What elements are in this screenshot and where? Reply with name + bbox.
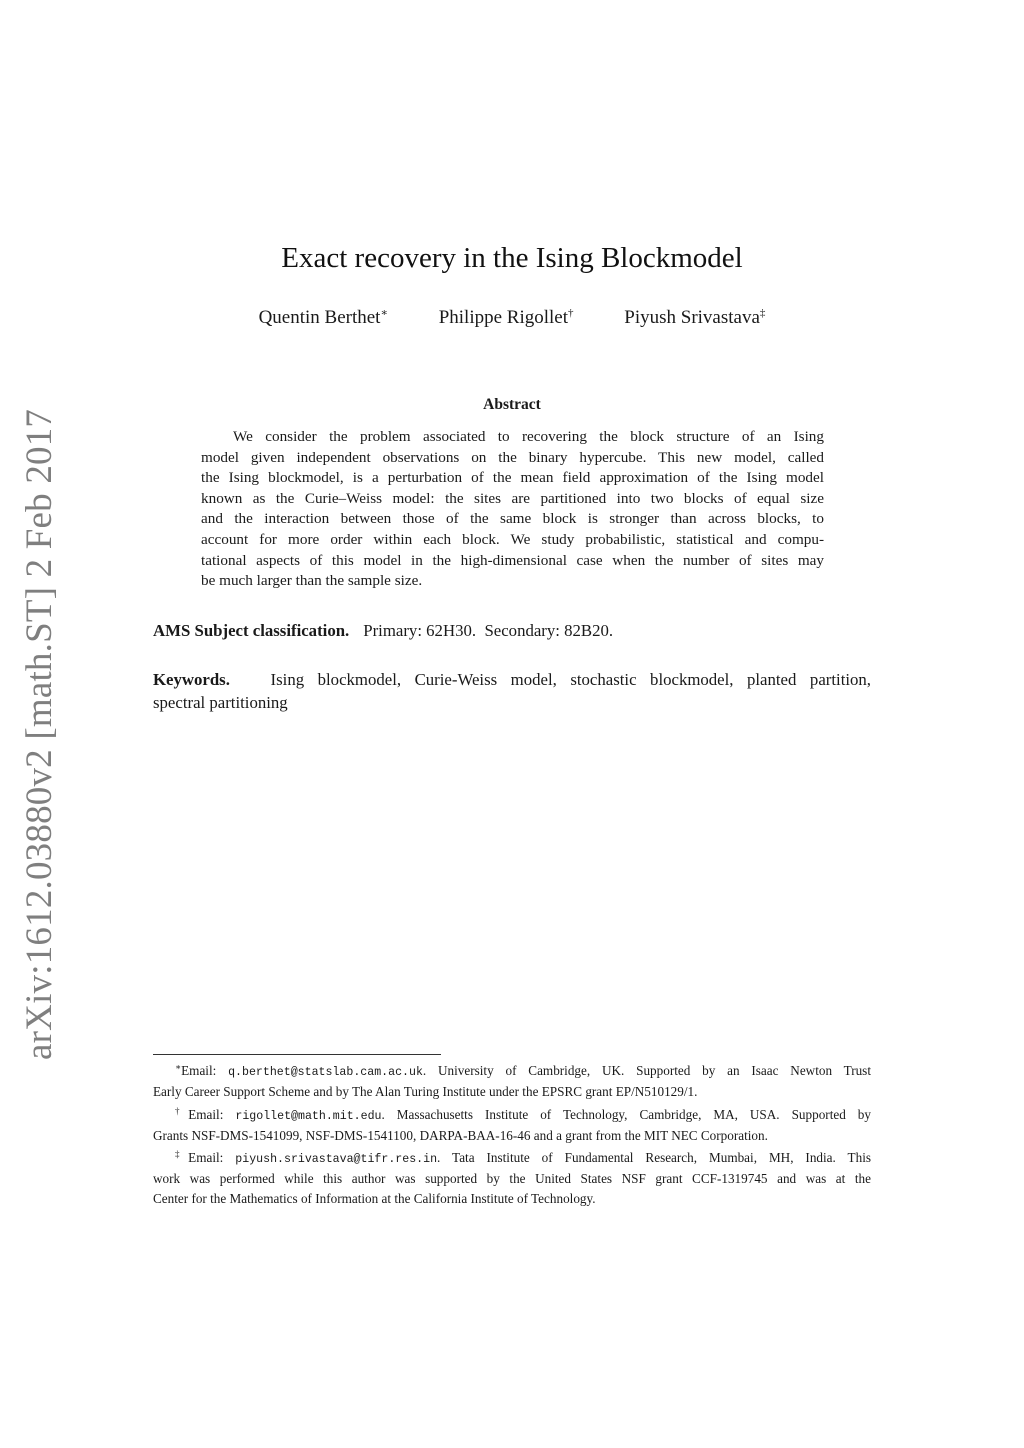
- footnote-mark: ∗: [175, 1062, 182, 1072]
- footnote-mark: †: [175, 1105, 189, 1116]
- footnote-line: ‡Email: piyush.srivastava@tifr.res.in. Tata Institute of Fundamental Research, Mumbai, MH, India. This: [175, 1149, 871, 1167]
- abstract-line: We consider the problem associated to recovering the block structure of an Ising: [233, 428, 824, 445]
- keywords-section: [153, 668, 871, 714]
- keywords-text: Ising blockmodel, Curie-Weiss model, stochastic blockmodel, planted partition,: [270, 670, 871, 689]
- abstract-line: tational aspects of this model in the high-dimensional case when the number of sites may: [201, 551, 824, 569]
- paper-title: Exact recovery in the Ising Blockmodel: [281, 242, 743, 274]
- author-footnote-mark: †: [568, 307, 574, 319]
- ams-primary: Primary: 62H30.: [363, 621, 477, 640]
- footnote-line: Early Career Support Scheme and by The Alan Turing Institute under the EPSRC grant EP/N510129/1.: [153, 1084, 698, 1100]
- email-link[interactable]: rigollet@math.mit.edu: [235, 1109, 382, 1123]
- footnote-line: Grants NSF-DMS-1541099, NSF-DMS-1541100, DARPA-BAA-16-46 and a grant from the MIT NEC Corporation.: [153, 1127, 768, 1143]
- author-footnote-mark: ‡: [759, 307, 766, 319]
- footnote-line: work was performed while this author was supported by the United States NSF grant CCF-1319745 and was at the: [153, 1171, 871, 1187]
- arxiv-identifier-stamp: arXiv:1612.03880v2 [math.ST] 2 Feb 2017: [19, 408, 60, 1060]
- footnote-rule: [153, 1054, 441, 1055]
- abstract-line: the Ising blockmodel, is a perturbation of the mean field approximation of the Ising model: [201, 469, 824, 487]
- abstract-body: [201, 427, 824, 592]
- footnote-line: †Email: rigollet@math.mit.edu. Massachusetts Institute of Technology, Cambridge, MA, USA. Supported by: [175, 1105, 871, 1123]
- abstract-line: known as the Curie–Weiss model: the sites are partitioned into two blocks of equal size: [201, 489, 824, 507]
- email-link[interactable]: piyush.srivastava@tifr.res.in: [235, 1153, 438, 1167]
- ams-label: AMS Subject classification.: [153, 621, 350, 640]
- keywords-text-continued: spectral partitioning: [153, 693, 288, 712]
- abstract-line: model given independent observations on the binary hypercube. This new model, called: [201, 448, 824, 466]
- footnote-line: ∗Email: q.berthet@statslab.cam.ac.uk. University of Cambridge, UK. Supported by an Isaac Newton Trust: [175, 1062, 871, 1079]
- author-footnote-mark: ∗: [380, 307, 388, 319]
- abstract-line: account for more order within each block. We study probabilistic, statistical and compu-: [201, 530, 824, 548]
- footnote-mark: ‡: [175, 1149, 189, 1160]
- author-list: [0, 300, 1024, 331]
- footnote-line: Center for the Mathematics of Information at the California Institute of Technology.: [153, 1190, 596, 1206]
- author: [439, 300, 574, 331]
- abstract-heading: Abstract: [483, 396, 541, 413]
- keywords-label: Keywords.: [153, 670, 230, 689]
- ams-secondary: Secondary: 82B20.: [484, 621, 614, 640]
- footnotes: [153, 1058, 871, 1208]
- abstract-line: be much larger than the sample size.: [201, 572, 423, 590]
- author: [624, 300, 765, 331]
- author-name: Philippe Rigollet: [438, 307, 569, 328]
- abstract-line: and the interaction between those of the same block is stronger than across blocks, to: [201, 510, 824, 528]
- ams-classification: [153, 619, 613, 642]
- author: [259, 300, 388, 331]
- author-name: Quentin Berthet: [258, 307, 381, 328]
- author-name: Piyush Srivastava: [624, 307, 760, 328]
- email-link[interactable]: q.berthet@statslab.cam.ac.uk: [228, 1066, 423, 1079]
